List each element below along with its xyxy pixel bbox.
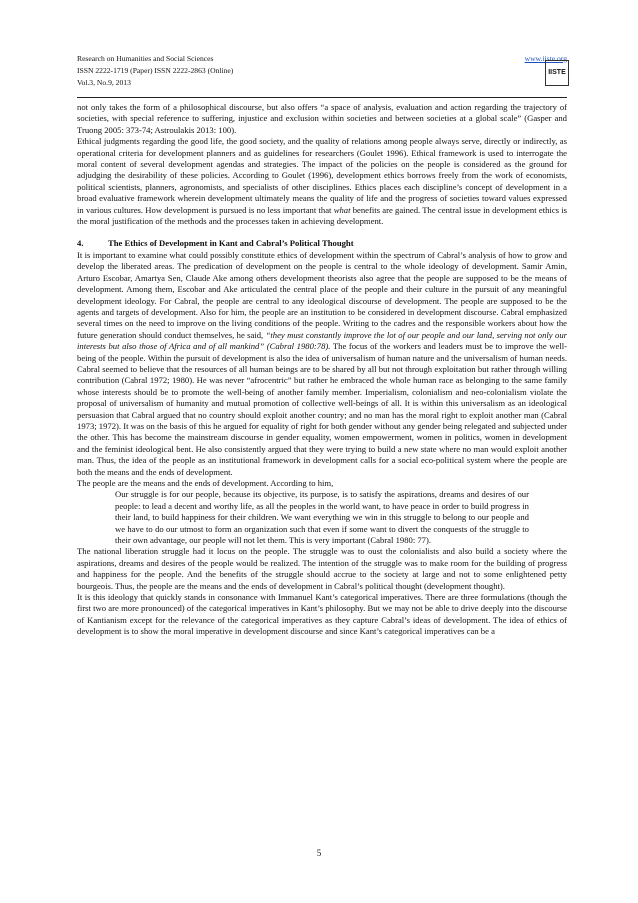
section-number: 4. xyxy=(77,238,84,249)
paragraph: It is important to examine what could possibly constitute ethics of development within the spectrum of Cabral’s analysis of how to grow and develop the liberated areas. The predication of development on the people is central to the whole ideology of development. Samir Amin, Arturo Escobar, Amartya Sen, Claude Ake among others development theorists also agree that the people are supposed to be the means of development. Among them, Escobar and Ake articulated the central place of the people and their culture in the pursuit of any meaningful development ideology. For Cabral, the people are central to any ideological discourse of development. The people are supposed to be the agents and targets of development. Also for him, the people are an institution to be considered in development discourse. Cabral emphasized several times on the need to improve on the living conditions of the people. Writing to the cadres and the responsible workers about how the future generation should conduct themselves, he said, “they must constantly improve the lot of our people and our land, serving not only our interests but also those of Africa and of all mankind” (Cabral 1980:78). The focus of the workers and leaders must be to improve the well-being of the people. Within the pursuit of development is also the idea of universalism of human nature and the universalism of human needs. Cabral seemed to believe that the resources of all human beings are to be shared by all but not through exploitation but rather through willing contribution (Cabral 1972; 1980). He was never “afrocentric” but rather he embraced the whole human race as belonging to the same family whose interests should be to promote the well-being of another family member. Imperialism, colonialism and neo-colonialism violate the proposal of universalism of humanity and mutual promotion of collective well-beings of all. It is within this universalism as an ideological persuasion that Cabral argued that no country should exploit another country; and no man has the moral right to exploit another man (Cabral 1973; 1972). It was on the basis of this he argued for equality of right for both gender without any gender being relegated and subjected under the other. This has become the mainstream discourse in gender equality, women empowerment, women in politics, women in development and the feminist ideological bent. He also consistently argued that they were trying to build a new state where no man would exploit another man. Thus, the idea of the people as an institutional framework in development calls for a social eco-political system where the people are both the means and the ends of development. xyxy=(77,249,567,477)
block-quote: Our struggle is for our people, because its objective, its purpose, is to satisfy the aspirations, dreams and desires of our people: to lead a decent and worthy life, as all the peoples in the world want, to have peace in order to build progress in their land, to build happiness for their children. We want everything we win in this struggle to belong to our people and we have to do our utmost to form an organization such that even if some want to divert the conquests of the struggle to their own advantage, our people will not let them. This is very important (Cabral 1980: 77). xyxy=(115,489,529,546)
paragraph: The people are the means and the ends of development. According to him, xyxy=(77,478,334,488)
paragraph: not only takes the form of a philosophical discourse, but also offers “a space of analysis, evaluation and action regarding the trajectory of societies, with special reference to suffering, injustice and exclusion within societies and between societies at a global scale” (Gasper and Truong 2005: 373-74; Astroulakis 2013: 100). xyxy=(77,102,567,135)
paragraph: The national liberation struggle had it locus on the people. The struggle was to oust the colonialists and also build a society where the aspirations, dreams and desires of the people would be realized. The intention of the struggle was to make room for the building of progress and happiness for the people. And the benefits of the struggle should accrue to the society at large and not to some enlightened petty bourgeois. Thus, the people are the means and the ends of development in Cabral’s political thought (development thought). xyxy=(77,546,567,591)
iiste-logo: IISTE xyxy=(545,60,569,86)
journal-website-link[interactable]: www.iiste.org xyxy=(524,54,567,63)
section-heading xyxy=(77,238,567,249)
page-number: 5 xyxy=(316,848,322,858)
section-title: The Ethics of Development in Kant and Cabral’s Political Thought xyxy=(108,238,354,249)
article-body xyxy=(77,102,567,638)
volume-line: Vol.3, No.9, 2013 xyxy=(77,78,131,87)
journal-name: Research on Humanities and Social Sciences xyxy=(77,54,214,63)
inline-quote: “they must constantly improve the lot of our people and our land, serving not only our interests but also those of Africa and of all mankind” (Cabral 1980:78). xyxy=(77,329,567,352)
issn-line: ISSN 2222-1719 (Paper) ISSN 2222-2863 (Online) xyxy=(77,66,234,75)
header-divider xyxy=(77,97,567,98)
paragraph: It is this ideology that quickly stands in consonance with Immanuel Kant’s categorical imperatives. There are three formulations (though the first two are more pronounced) of the categorical imperatives in Kant’s philosophy. But we may not be able to drive deeply into the discourse of Kantianism except for the relevance of the categorical imperatives as they capture Cabral’s ideas of development. The idea of ethics of development is to show the moral imperative in development discourse and since Kant’s categorical imperatives can be a xyxy=(77,592,567,637)
paragraph: Ethical judgments regarding the good life, the good society, and the quality of relations among people always serve, directly or indirectly, as operational criteria for development planners and as guidelines for researchers (Goulet 1996). Ethical framework is used to interrogate the moral content of several development agendas and strategies. The impact of the policies on the people is considered as the ground for adjudging the desirability of these policies. According to Goulet (1996), development ethics borrows freely from the work of economists, political scientists, planners, agronomists, and specialists of other disciplines. Ethics places each discipline’s concept of development in a broad evaluative framework wherein development ultimately means the quality of life and the progress of societies toward values expressed in various cultures. How development is pursued is no less important that what benefits are gained. The central issue in development ethics is the moral justification of the methods and the processes taken in achieving development. xyxy=(77,136,568,227)
emphasis: what xyxy=(333,204,351,215)
running-header xyxy=(77,53,567,89)
